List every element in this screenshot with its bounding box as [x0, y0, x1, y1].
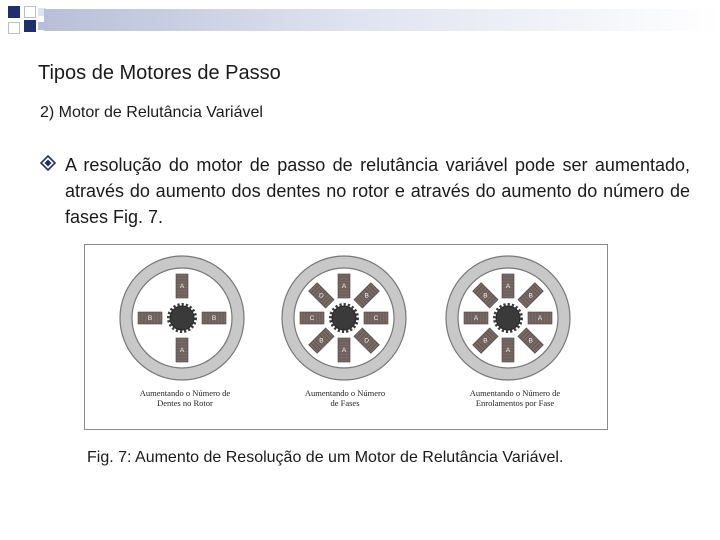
pole-letter: A [537, 315, 543, 322]
pole-letter: B [364, 292, 369, 300]
pole-letter: A [341, 283, 347, 290]
pole-letter: C [373, 315, 379, 322]
pole-letter: A [473, 315, 479, 322]
motor-label-1: Aumentando o Número de Dentes no Rotor [139, 388, 231, 408]
pole-letter: B [483, 337, 488, 345]
pole-letter: C [309, 315, 315, 322]
diamond-bullet-icon [40, 155, 56, 171]
stator-pole [202, 312, 226, 324]
stator-pole [364, 312, 388, 324]
pole-letter: B [528, 292, 533, 300]
motor-figure [84, 244, 608, 430]
motor-label-3: Aumentando o Número de Enrolamentos por Fase [469, 388, 561, 408]
pole-letter: D [364, 337, 369, 345]
slide-title: Tipos de Motores de Passo [38, 62, 281, 84]
figure-caption: Fig. 7: Aumento de Resolução de um Motor de Relutância Variável. [87, 449, 564, 466]
stator-pole [502, 338, 514, 362]
pole-letter: B [528, 337, 533, 345]
rotor [332, 306, 356, 330]
pole-letter: D [319, 292, 324, 300]
pole-letter: A [505, 347, 511, 354]
pole-letter: B [483, 292, 488, 300]
stator-pole [338, 274, 350, 298]
rotor [170, 306, 194, 330]
stator-pole [176, 338, 188, 362]
motor-2 [282, 256, 406, 380]
stator-pole [502, 274, 514, 298]
pole-letter: B [211, 315, 217, 322]
motor-1 [120, 256, 244, 380]
motor-label-2: Aumentando o Número de Fases [304, 388, 386, 408]
motor-3 [446, 256, 570, 380]
pole-letter: B [147, 315, 153, 322]
stator-pole [338, 338, 350, 362]
slide-subtitle: 2) Motor de Relutância Variável [40, 104, 263, 121]
pole-letter: A [505, 283, 511, 290]
pole-letter: A [179, 283, 185, 290]
bullet-item [40, 152, 690, 230]
bullet-text: A resolução do motor de passo de relutância variável pode ser aumentado, através do aumento dos dentes no rotor e através do aumento do número de fases Fig. 7. [65, 155, 690, 227]
stator-pole [138, 312, 162, 324]
stator-pole [176, 274, 188, 298]
stator-pole [300, 312, 324, 324]
pole-letter: A [341, 347, 347, 354]
rotor [496, 306, 520, 330]
pole-letter: B [319, 337, 324, 345]
header-gradient-bar [44, 9, 720, 31]
pole-letter: A [179, 347, 185, 354]
stator-pole [528, 312, 552, 324]
stator-pole [464, 312, 488, 324]
